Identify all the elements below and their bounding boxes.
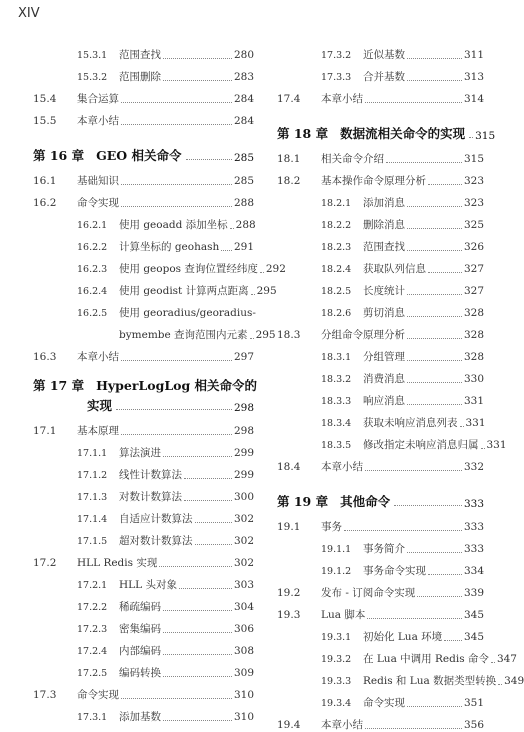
leader-dots: [163, 610, 232, 611]
toc-subsection[interactable]: [33, 570, 254, 592]
page-ref: 304: [233, 601, 254, 613]
leader-dots: [260, 272, 264, 273]
section-title: 基础知识: [77, 175, 119, 187]
section-title: 添加基数: [119, 711, 161, 723]
section-title: 获取未响应消息列表: [363, 417, 458, 429]
page-ref: 310: [233, 689, 254, 701]
toc-subsection[interactable]: [277, 188, 484, 210]
leader-dots: [251, 294, 255, 295]
section-title: 超对数计数算法: [119, 535, 193, 547]
toc-subsection[interactable]: [277, 342, 484, 364]
toc-subsection[interactable]: [277, 232, 484, 254]
toc-chapter[interactable]: [277, 116, 496, 142]
page-ref: 288: [235, 219, 256, 231]
section-number: 19.3.3: [321, 676, 352, 687]
page-ref: 285: [233, 175, 254, 187]
section-number: 19.4: [277, 719, 301, 731]
toc-subsection[interactable]: [277, 40, 484, 62]
toc-right-column: [277, 40, 524, 732]
toc-subsection[interactable]: [33, 232, 254, 254]
toc-left-column: [33, 40, 286, 724]
toc-section[interactable]: [277, 166, 484, 188]
toc-section[interactable]: [33, 548, 254, 570]
toc-subsection[interactable]: [277, 298, 484, 320]
page-ref: 306: [233, 623, 254, 635]
page-ref: 299: [233, 469, 254, 481]
leader-dots: [365, 470, 462, 471]
leader-dots: [250, 338, 254, 339]
page-ref: 300: [233, 491, 254, 503]
page-ref: 315: [463, 153, 484, 165]
section-title: 相关命令介绍: [321, 153, 384, 165]
page-ref: 323: [463, 197, 484, 209]
leader-dots: [407, 552, 462, 553]
leader-dots: [428, 184, 462, 185]
leader-dots: [121, 184, 232, 185]
toc-section[interactable]: [33, 166, 254, 188]
section-number: 17.3.3: [321, 72, 352, 83]
page-ref: 295: [255, 329, 276, 341]
toc-subsection[interactable]: [277, 644, 517, 666]
page-ref: 328: [463, 307, 484, 319]
toc-subsection[interactable]: [277, 430, 507, 452]
leader-dots: [498, 684, 502, 685]
section-number: 17.2.2: [77, 602, 108, 613]
section-title: 事务简介: [363, 543, 405, 555]
toc-section[interactable]: [277, 452, 484, 474]
toc-subsection[interactable]: [277, 276, 484, 298]
toc-subsection[interactable]: [33, 40, 254, 62]
leader-dots: [195, 522, 232, 523]
toc-section[interactable]: [33, 416, 254, 438]
toc-section[interactable]: [33, 106, 254, 128]
leader-dots: [221, 250, 232, 251]
toc-section[interactable]: [277, 600, 484, 622]
page-ref: 310: [233, 711, 254, 723]
leader-dots: [344, 530, 462, 531]
section-number: 16.3: [33, 351, 57, 363]
section-title: 剪切消息: [363, 307, 405, 319]
section-number: 15.4: [33, 93, 57, 105]
page-ref: 330: [463, 373, 484, 385]
toc-subsection[interactable]: [33, 62, 254, 84]
section-title: 合并基数: [363, 71, 405, 83]
leader-dots: [116, 409, 232, 410]
page-ref: 339: [463, 587, 484, 599]
leader-dots: [469, 137, 473, 138]
section-number: 19.3.4: [321, 698, 352, 709]
toc-section[interactable]: [277, 320, 484, 342]
section-number: 15.3.2: [77, 72, 108, 83]
section-number: 16.2: [33, 197, 57, 209]
toc-section[interactable]: [277, 578, 484, 600]
page-ref: 327: [463, 285, 484, 297]
section-number: 17.1.1: [77, 448, 108, 459]
section-title: 线性计数算法: [119, 469, 182, 481]
toc-subsection[interactable]: [277, 364, 484, 386]
section-number: 18.2.3: [321, 242, 352, 253]
leader-dots: [365, 728, 462, 729]
section-title-cont: bymembe 查询范围内元素: [119, 329, 248, 341]
section-title: 初始化 Lua 环境: [363, 631, 443, 643]
section-title: 范围查找: [119, 49, 161, 61]
section-title: 命令实现: [77, 197, 119, 209]
page-ref: 284: [233, 93, 254, 105]
section-title: 响应消息: [363, 395, 405, 407]
section-number: 18.2.5: [321, 286, 352, 297]
section-title: 发布 - 订阅命令实现: [321, 587, 416, 599]
section-title: 使用 geopos 查询位置经纬度: [119, 263, 258, 275]
page-ref: 349: [504, 675, 524, 687]
toc-section[interactable]: [33, 188, 254, 210]
page-ref: 356: [463, 719, 484, 731]
section-number: 17.3.2: [321, 50, 352, 61]
page-ref: 314: [463, 93, 484, 105]
leader-dots: [417, 596, 462, 597]
page-ref: 327: [463, 263, 484, 275]
section-number: 17.1.4: [77, 514, 108, 525]
page-ref: 308: [233, 645, 254, 657]
toc-subsection[interactable]: [277, 210, 484, 232]
section-title: 事务命令实现: [363, 565, 426, 577]
section-title: 编码转换: [119, 667, 161, 679]
leader-dots: [179, 588, 232, 589]
section-title: 本章小结: [77, 115, 119, 127]
section-number: 17.4: [277, 93, 301, 105]
section-number: 15.5: [33, 115, 57, 127]
section-number: 16.2.2: [77, 242, 108, 253]
page-ref: 298: [233, 425, 254, 437]
section-title: Lua 脚本: [321, 609, 366, 621]
toc-subsection[interactable]: [277, 556, 484, 578]
page-ref: 292: [265, 263, 286, 275]
page-ref: 285: [233, 152, 254, 164]
section-title: Redis 和 Lua 数据类型转换: [363, 675, 497, 687]
toc-section[interactable]: [277, 512, 484, 534]
section-title: 使用 geoadd 添加坐标: [119, 219, 228, 231]
section-title: 本章小结: [321, 719, 363, 731]
section-number: 17.3: [33, 689, 57, 701]
section-title: 在 Lua 中调用 Redis 命令: [363, 653, 489, 665]
section-number: 15.3.1: [77, 50, 108, 61]
leader-dots: [163, 676, 232, 677]
page-ref: 280: [233, 49, 254, 61]
section-title: 基本操作命令原理分析: [321, 175, 426, 187]
page-ref: 328: [463, 351, 484, 363]
section-number: 17.2.1: [77, 580, 108, 591]
page-ref: 302: [233, 557, 254, 569]
toc-chapter[interactable]: [33, 138, 254, 164]
section-number: 17.2.3: [77, 624, 108, 635]
toc-subsection[interactable]: [33, 254, 286, 276]
chapter-title-cont: 实现: [87, 398, 113, 413]
toc-subsection[interactable]: [33, 658, 254, 680]
section-title: 密集编码: [119, 623, 161, 635]
page-ref: 303: [233, 579, 254, 591]
section-number: 17.1: [33, 425, 57, 437]
section-title: 分组管理: [363, 351, 405, 363]
leader-dots: [184, 478, 232, 479]
leader-dots: [407, 338, 462, 339]
section-title: 范围查找: [363, 241, 405, 253]
section-number: 18.3: [277, 329, 301, 341]
leader-dots: [407, 228, 462, 229]
page-ref: 345: [463, 631, 484, 643]
section-number: 18.2.4: [321, 264, 352, 275]
section-title: HLL 头对象: [119, 579, 177, 591]
leader-dots: [407, 294, 462, 295]
section-number: 18.1: [277, 153, 301, 165]
toc-subsection[interactable]: [277, 534, 484, 556]
page-ref: 333: [463, 543, 484, 555]
page-ref: 302: [233, 513, 254, 525]
toc-subsection[interactable]: [33, 636, 254, 658]
leader-dots: [159, 566, 232, 567]
leader-dots: [367, 618, 462, 619]
chapter-title: HyperLogLog 相关命令的: [96, 378, 258, 393]
leader-dots: [121, 206, 232, 207]
page-ref: 311: [463, 49, 484, 61]
leader-dots: [163, 58, 232, 59]
toc-section[interactable]: [33, 84, 254, 106]
page-ref: 309: [233, 667, 254, 679]
section-number: 17.1.3: [77, 492, 108, 503]
leader-dots: [394, 505, 462, 506]
toc-section[interactable]: [33, 342, 254, 364]
leader-dots: [407, 80, 462, 81]
section-title: 本章小结: [321, 93, 363, 105]
section-title: 长度统计: [363, 285, 405, 297]
page-ref: 333: [463, 498, 484, 510]
leader-dots: [163, 80, 232, 81]
section-title: 命令实现: [77, 689, 119, 701]
page-ref: 328: [463, 329, 484, 341]
toc-subsection[interactable]: [277, 254, 484, 276]
section-number: 18.4: [277, 461, 301, 473]
section-title: 计算坐标的 geohash: [119, 241, 220, 253]
toc-section[interactable]: [277, 144, 484, 166]
section-number: 18.3.1: [321, 352, 352, 363]
leader-dots: [184, 500, 232, 501]
toc-subsection[interactable]: [33, 460, 254, 482]
toc-subsection[interactable]: [277, 622, 484, 644]
section-number: 16.2.3: [77, 264, 108, 275]
chapter-number: 第 17 章: [33, 378, 85, 393]
leader-dots: [195, 544, 232, 545]
page-ref: 313: [463, 71, 484, 83]
section-title: 稀疏编码: [119, 601, 161, 613]
section-title: 命令实现: [363, 697, 405, 709]
section-number: 16.2.1: [77, 220, 108, 231]
section-number: 16.2.4: [77, 286, 108, 297]
section-title: 获取队列信息: [363, 263, 426, 275]
section-number: 19.1.2: [321, 566, 352, 577]
section-number: 19.2: [277, 587, 301, 599]
toc-chapter[interactable]: [33, 374, 258, 414]
leader-dots: [163, 456, 232, 457]
page-ref: 295: [256, 285, 277, 297]
page-ref: 334: [463, 565, 484, 577]
toc-subsection[interactable]: [277, 688, 484, 710]
chapter-title: 其他命令: [340, 494, 391, 509]
section-title: 范围删除: [119, 71, 161, 83]
section-number: 18.3.3: [321, 396, 352, 407]
leader-dots: [481, 448, 485, 449]
page-ref: 299: [233, 447, 254, 459]
page-ref: 345: [463, 609, 484, 621]
leader-dots: [186, 159, 232, 160]
leader-dots: [121, 434, 232, 435]
page-ref: 325: [463, 219, 484, 231]
leader-dots: [121, 124, 232, 125]
section-title: 分组命令原理分析: [321, 329, 405, 341]
page-ref: 351: [463, 697, 484, 709]
section-title: 删除消息: [363, 219, 405, 231]
leader-dots: [491, 662, 495, 663]
chapter-number: 第 19 章: [277, 494, 329, 509]
section-title: 算法演进: [119, 447, 161, 459]
leader-dots: [163, 720, 232, 721]
section-title: 本章小结: [321, 461, 363, 473]
section-number: 18.3.5: [321, 440, 352, 451]
toc-subsection[interactable]: [33, 526, 254, 548]
section-number: 16.2.5: [77, 308, 108, 319]
page-ref: 326: [463, 241, 484, 253]
leader-dots: [444, 640, 462, 641]
toc-section[interactable]: [277, 710, 484, 732]
leader-dots: [407, 58, 462, 59]
page-ref: 331: [463, 395, 484, 407]
section-number: 17.1.2: [77, 470, 108, 481]
section-number: 16.1: [33, 175, 57, 187]
section-number: 19.3: [277, 609, 301, 621]
toc-chapter[interactable]: [277, 484, 484, 510]
section-title: 消费消息: [363, 373, 405, 385]
chapter-number: 第 18 章: [277, 126, 329, 141]
section-title: 基本原理: [77, 425, 119, 437]
section-number: 17.3.1: [77, 712, 108, 723]
section-number: 18.3.2: [321, 374, 352, 385]
leader-dots: [407, 706, 462, 707]
toc-subsection[interactable]: [33, 482, 254, 504]
page-ref: 331: [486, 439, 507, 451]
chapter-title-line: [33, 394, 254, 414]
section-number: 18.2.6: [321, 308, 352, 319]
page-ref: 283: [233, 71, 254, 83]
section-number: 18.2: [277, 175, 301, 187]
chapter-title: GEO 相关命令: [96, 148, 182, 163]
leader-dots: [163, 654, 232, 655]
section-number: 18.3.4: [321, 418, 352, 429]
section-number: 19.3.2: [321, 654, 352, 665]
leader-dots: [428, 574, 462, 575]
leader-dots: [407, 206, 462, 207]
leader-dots: [121, 102, 232, 103]
section-title: 修改指定未响应消息归属: [363, 439, 479, 451]
toc-subsection[interactable]: [33, 210, 254, 232]
leader-dots: [460, 426, 464, 427]
page-ref: 332: [463, 461, 484, 473]
leader-dots: [428, 272, 462, 273]
page-ref: 298: [233, 402, 254, 414]
section-number: 19.1.1: [321, 544, 352, 555]
toc-subsection[interactable]: [33, 592, 254, 614]
section-title: 内部编码: [119, 645, 161, 657]
page-number: XIV: [18, 6, 40, 21]
leader-dots: [407, 360, 462, 361]
toc-subsection[interactable]: [33, 614, 254, 636]
leader-dots: [365, 102, 462, 103]
leader-dots: [386, 162, 462, 163]
section-title: 对数计数算法: [119, 491, 182, 503]
toc-subsection[interactable]: [277, 666, 524, 688]
section-number: 18.2.2: [321, 220, 352, 231]
page-ref: 297: [233, 351, 254, 363]
page-ref: 291: [233, 241, 254, 253]
section-number: 17.2.5: [77, 668, 108, 679]
page-ref: 323: [463, 175, 484, 187]
leader-dots: [407, 404, 462, 405]
toc-subsection[interactable]: [33, 276, 277, 298]
toc-section[interactable]: [277, 84, 484, 106]
section-number: 17.2: [33, 557, 57, 569]
toc-subsection[interactable]: [33, 504, 254, 526]
section-title: 使用 geodist 计算两点距离: [119, 285, 249, 297]
page-ref: 284: [233, 115, 254, 127]
leader-dots: [407, 316, 462, 317]
toc-subsection[interactable]: [277, 408, 484, 430]
section-title: HLL Redis 实现: [77, 557, 158, 569]
section-number: 17.1.5: [77, 536, 108, 547]
toc-subsection[interactable]: [33, 298, 254, 320]
toc-subsection[interactable]: [33, 438, 254, 460]
section-title: 添加消息: [363, 197, 405, 209]
leader-dots: [121, 360, 232, 361]
leader-dots: [163, 632, 232, 633]
page-ref: 333: [463, 521, 484, 533]
page-ref: 302: [233, 535, 254, 547]
chapter-title: 数据流相关命令的实现: [340, 126, 466, 141]
leader-dots: [121, 698, 232, 699]
toc-subsection[interactable]: [33, 702, 254, 724]
page-ref: 315: [475, 130, 496, 142]
section-title: 自适应计数算法: [119, 513, 193, 525]
toc-subsection-continuation[interactable]: [33, 320, 276, 342]
page-ref: 347: [496, 653, 517, 665]
section-title: 集合运算: [77, 93, 119, 105]
section-number: 18.2.1: [321, 198, 352, 209]
page-ref: 288: [233, 197, 254, 209]
leader-dots: [407, 250, 462, 251]
toc-section[interactable]: [33, 680, 254, 702]
chapter-title-line: [33, 374, 258, 394]
toc-subsection[interactable]: [277, 386, 484, 408]
section-title: 近似基数: [363, 49, 405, 61]
toc-subsection[interactable]: [277, 62, 484, 84]
chapter-number: 第 16 章: [33, 148, 85, 163]
section-number: 19.1: [277, 521, 301, 533]
leader-dots: [230, 228, 234, 229]
section-title: 使用 georadius/georadius-: [119, 307, 256, 319]
section-title: 事务: [321, 521, 342, 533]
section-number: 17.2.4: [77, 646, 108, 657]
section-title: 本章小结: [77, 351, 119, 363]
leader-dots: [407, 382, 462, 383]
section-number: 19.3.1: [321, 632, 352, 643]
page-ref: 331: [465, 417, 486, 429]
